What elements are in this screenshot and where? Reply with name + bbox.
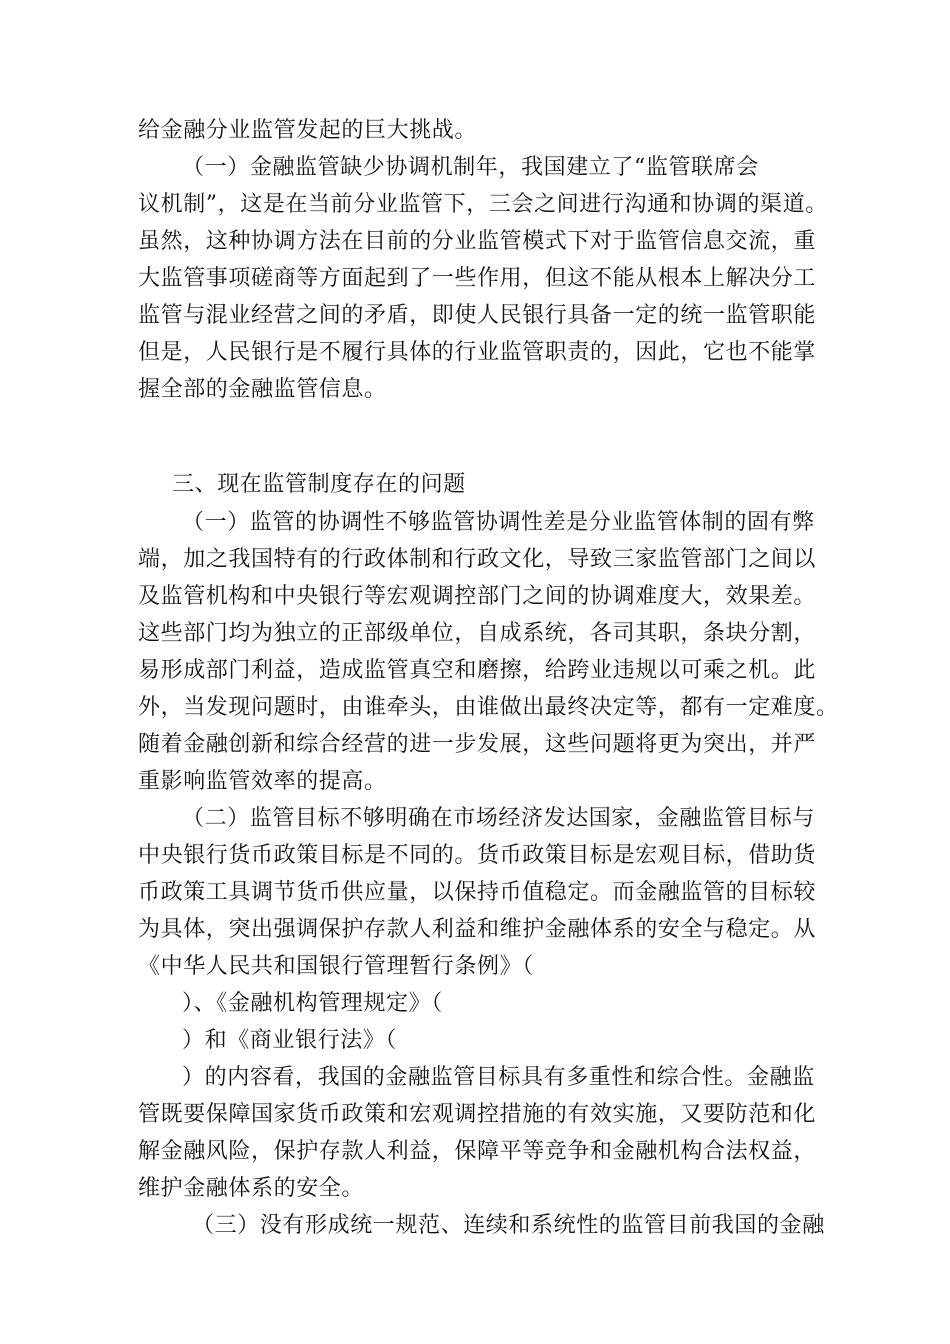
text-line: 重影响监管效率的提高。	[138, 769, 387, 794]
text-line: 虽然，这种协调方法在目前的分业监管模式下对于监管信息交流，重	[138, 229, 817, 254]
text-line: 但是，人民银行是不履行具体的行业监管职责的，因此，它也不能掌	[138, 340, 817, 365]
text-line: 《中华人民共和国银行管理暂行条例》（	[138, 954, 534, 979]
text-line: 易形成部门利益，造成监管真空和磨擦，给跨业违规以可乘之机。此	[138, 658, 817, 683]
text-line: 给金融分业监管发起的巨大挑战。	[138, 118, 478, 143]
text-line: 中央银行货币政策目标是不同的。货币政策目标是宏观目标，借助货	[138, 843, 817, 868]
text-line: 及监管机构和中央银行等宏观调控部门之间的协调难度大，效果差。	[138, 584, 817, 609]
text-line: 解金融风险，保护存款人利益，保障平等竞争和金融机构合法权益，	[138, 1139, 817, 1164]
text-line: 外，当发现问题时，由谁牵头，由谁做出最终决定等，都有一定难度。	[138, 695, 839, 720]
text-line: ）的内容看，我国的金融监管目标具有多重性和综合性。金融监	[182, 1065, 815, 1090]
text-line: （一）监管的协调性不够监管协调性差是分业监管体制的固有弊	[182, 510, 815, 535]
text-line: 管既要保障国家货币政策和宏观调控措施的有效实施，又要防范和化	[138, 1102, 817, 1127]
text-line: ）和《商业银行法》（	[182, 1028, 398, 1053]
text-line: （三）没有形成统一规范、连续和系统性的监管目前我国的金融	[192, 1213, 825, 1238]
text-line: 端，加之我国特有的行政体制和行政文化，导致三家监管部门之间以	[138, 547, 817, 572]
text-line: 维护金融体系的安全。	[138, 1176, 365, 1201]
text-line: 握全部的金融监管信息。	[138, 377, 387, 402]
section-heading: 三、现在监管制度存在的问题	[172, 472, 466, 497]
text-line: （二）监管目标不够明确在市场经济发达国家，金融监管目标与	[182, 806, 815, 831]
text-line: （一）金融监管缺少协调机制年，我国建立了“监管联席会	[182, 155, 759, 180]
text-line: 议机制”，这是在当前分业监管下，三会之间进行沟通和协调的渠道。	[138, 192, 828, 217]
text-line: 随着金融创新和综合经营的进一步发展，这些问题将更为突出，并严	[138, 732, 817, 757]
text-line: 监管与混业经营之间的矛盾，即使人民银行具备一定的统一监管职能	[138, 303, 817, 328]
text-line: ）、《金融机构管理规定》（	[182, 991, 443, 1016]
text-line: 大监管事项磋商等方面起到了一些作用，但这不能从根本上解决分工	[138, 266, 817, 291]
text-line: 这些部门均为独立的正部级单位，自成系统，各司其职，条块分割，	[138, 621, 817, 646]
text-line: 为具体，突出强调保护存款人利益和维护金融体系的安全与稳定。从	[138, 917, 817, 942]
text-line: 币政策工具调节货币供应量，以保持币值稳定。而金融监管的目标较	[138, 880, 817, 905]
